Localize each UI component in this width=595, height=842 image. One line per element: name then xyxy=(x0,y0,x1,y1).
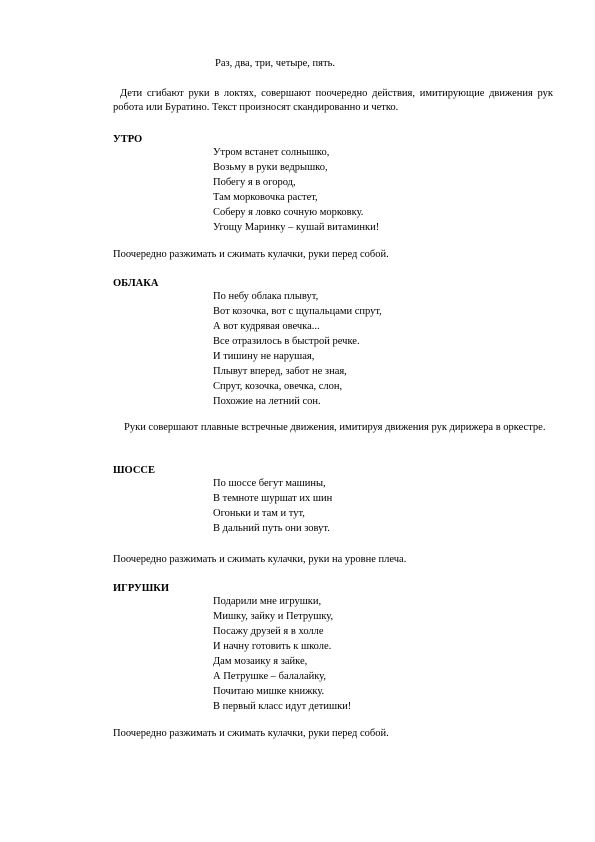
poem-line: Подарили мне игрушки, xyxy=(213,596,322,607)
instruction-igrushki: Поочередно разжимать и сжимать кулачки, руки перед собой. xyxy=(113,728,389,739)
section-title-oblaka: ОБЛАКА xyxy=(113,278,159,289)
poem-igrushki xyxy=(213,594,351,714)
poem-line: Вот козочка, вот с щупальцами спрут, xyxy=(213,306,382,317)
intro-paragraph: Дети сгибают руки в локтях, совершают поочередно действия, имитирующие движения рук робота или Буратино. Текст произносят скандированно и четко. xyxy=(113,88,553,113)
poem-line: В дальний путь они зовут. xyxy=(213,523,330,534)
section-title-utro: УТРО xyxy=(113,134,143,145)
section-title-igrushki: ИГРУШКИ xyxy=(113,583,170,594)
poem-line: По шоссе бегут машины, xyxy=(213,478,326,489)
poem-line: Спрут, козочка, овечка, слон, xyxy=(213,381,343,392)
poem-line: Утром встанет солнышко, xyxy=(213,147,330,158)
poem-line: Угощу Маринку – кушай витаминки! xyxy=(213,222,380,233)
poem-line: И тишину не нарушая, xyxy=(213,351,315,362)
poem-line: А Петрушке – балалайку, xyxy=(213,671,326,682)
poem-line: Побегу я в огород, xyxy=(213,177,296,188)
poem-line: Дам мозаику я зайке, xyxy=(213,656,308,667)
poem-line: В темноте шуршат их шин xyxy=(213,493,333,504)
poem-line: Похожие на летний сон. xyxy=(213,396,321,407)
poem-line: Соберу я ловко сочную морковку. xyxy=(213,207,364,218)
poem-line: Все отразилось в быстрой речке. xyxy=(213,336,360,347)
instruction-oblaka: Руки совершают плавные встречные движения, имитируя движения рук дирижера в оркестре. xyxy=(124,422,546,433)
poem-line: Огоньки и там и тут, xyxy=(213,508,305,519)
poem-line: Там морковочка растет, xyxy=(213,192,318,203)
poem-line: И начну готовить к школе. xyxy=(213,641,332,652)
poem-shosse xyxy=(213,476,332,536)
poem-line: Посажу друзей я в холле xyxy=(213,626,324,637)
poem-line: Плывут вперед, забот не зная, xyxy=(213,366,347,377)
intro-line: Раз, два, три, четыре, пять. xyxy=(215,58,336,69)
poem-line: Возьму в руки ведрышко, xyxy=(213,162,328,173)
poem-oblaka xyxy=(213,289,382,409)
poem-line: Почитаю мишке книжку. xyxy=(213,686,325,697)
instruction-utro: Поочередно разжимать и сжимать кулачки, руки перед собой. xyxy=(113,249,389,260)
section-title-shosse: ШОССЕ xyxy=(113,465,155,476)
instruction-shosse: Поочередно разжимать и сжимать кулачки, руки на уровне плеча. xyxy=(113,554,407,565)
poem-line: А вот кудрявая овечка... xyxy=(213,321,320,332)
poem-utro xyxy=(213,145,379,235)
poem-line: В первый класс идут детишки! xyxy=(213,701,352,712)
poem-line: Мишку, зайку и Петрушку, xyxy=(213,611,334,622)
poem-line: По небу облака плывут, xyxy=(213,291,319,302)
